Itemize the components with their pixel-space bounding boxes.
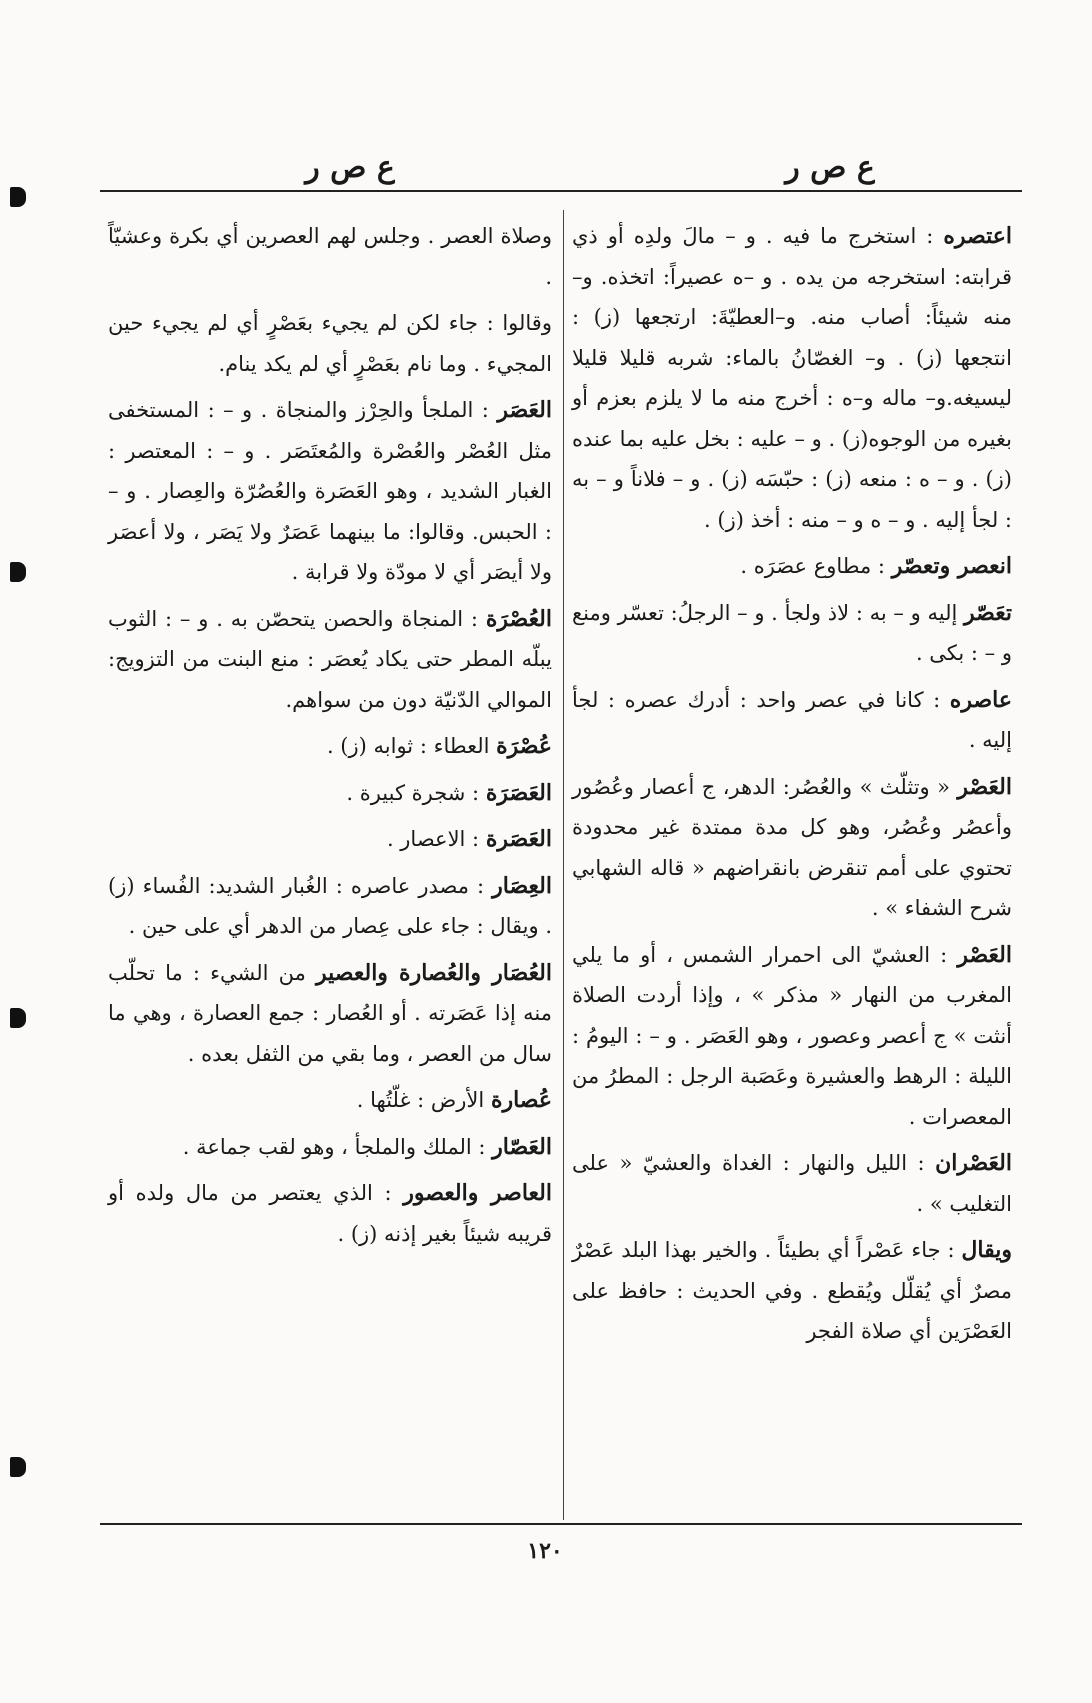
- column-divider: [563, 210, 564, 1520]
- dictionary-entry: [108, 216, 552, 297]
- headword: العَصَرَة: [485, 779, 552, 806]
- margin-thumb-mark: [10, 187, 26, 207]
- headword: عُصارة: [490, 1087, 552, 1113]
- dictionary-entry: [572, 680, 1012, 761]
- headword: العُصْرَة: [485, 605, 552, 632]
- definition: : مصدر عاصره : الغُبار الشديد: الفُساء (ز) . ويقال : جاء على عِصار من الدهر أي على حين .: [108, 873, 552, 938]
- right-column: [572, 216, 1012, 1358]
- dictionary-entry: [108, 390, 552, 593]
- dictionary-entry: [108, 773, 552, 814]
- headword: العَصْر: [957, 773, 1012, 800]
- headword: ويقال: [961, 1237, 1012, 1263]
- left-column: [108, 216, 552, 1260]
- definition: وقالوا : جاء لكن لم يجيء بعَصْرٍ أي لم يجيء حين المجيء . وما نام بعَصْرٍ أي لم يكد ينام.: [108, 311, 552, 376]
- headword: عاصره: [949, 686, 1012, 713]
- dictionary-entry: [108, 726, 552, 767]
- dictionary-entry: [572, 593, 1012, 674]
- headword: العُصَار والعُصارة والعصير: [316, 959, 552, 986]
- margin-thumb-mark: [10, 562, 26, 582]
- definition: : استخرج ما فيه . و – مالَ ولدِه أو ذي قرابته: استخرجه من يده . و –ه عصيراً: اتخذه. و–منه شيئاً: أصاب منه. و–العطيّةَ: ارتجعها (ز) : انتجعها (ز) . و– الغصّانُ بالماء: شربه قليلا قليلا ليسيغه.و– ماله و–ه : أخرج منه ما لا يلزم بعزم أو بغيره من الوجوه(ز) . و – عليه : بخل عليه بما عنده (ز) . و – ه : منعه (ز) : حبّسَه (ز) . و – فلاناً و – به : لجأ إليه . و – ه و – منه : أخذ (ز) .: [572, 224, 1012, 532]
- headword: العَصَر: [497, 397, 552, 423]
- dictionary-entry: [108, 599, 552, 721]
- headword: تعَصّر: [964, 599, 1012, 626]
- headword: العِصَار: [492, 872, 552, 899]
- definition: : الملك والملجأ ، وهو لقب جماعة .: [182, 1134, 486, 1159]
- page-number: ١٢٠: [527, 1538, 563, 1564]
- running-head-right: ع ص ر: [785, 150, 875, 185]
- definition: وصلاة العصر . وجلس لهم العصرين أي بكرة وعشيّاً .: [108, 224, 552, 289]
- dictionary-entry: [108, 953, 552, 1075]
- headword: العاصر والعصور: [403, 1180, 552, 1206]
- headword: عُصْرَة: [496, 733, 552, 759]
- headword: العَصَرة: [485, 826, 552, 852]
- headword: العَصّار: [492, 1133, 552, 1160]
- dictionary-entry: [108, 1080, 552, 1121]
- definition: : المنجاة والحصن يتحصّن به . و – : الثوب يبلّه المطر حتى يكاد يُعصَر : منع البنت من التزويج: الموالي الدّنيّة دون من سواهم.: [108, 606, 552, 712]
- definition: : الملجأ والحِرْز والمنجاة . و – : المستخفى مثل العُصْر والعُصْرة والمُعتَصَر . و – : المعتصر : الغبار الشديد ، وهو العَصَرة والعُصُرّة والعِصار . و – : الحبس. وقالوا: ما بينهما عَصَرٌ ولا يَصَر ، ولا أعصَر ولا أيصَر أي لا مودّة ولا قرابة .: [108, 398, 552, 584]
- definition: إليه و – به : لاذ ولجأ . و – الرجلُ: تعسّر ومنع و – : بكى .: [572, 600, 1012, 665]
- definition: : العشيّ الى احمرار الشمس ، أو ما يلي المغرب من النهار « مذكر » ، وإذا أردت الصلاة أنثت » ج أعصر وعصور ، وهو العَصَر . و – : اليومُ : الليلة : الرهط والعشيرة وعَصَبة الرجل : المطرُ من المعصرات .: [572, 942, 1012, 1129]
- running-head-left: ع ص ر: [305, 150, 395, 185]
- dictionary-entry: [108, 303, 552, 384]
- top-rule: [100, 190, 1022, 192]
- dictionary-entry: [108, 819, 552, 860]
- dictionary-entry: [572, 216, 1012, 540]
- definition: : الاعصار .: [386, 827, 480, 851]
- definition: الأرض : غلّتُها .: [356, 1088, 485, 1112]
- definition: : جاء عَصْراً أي بطيئاً . والخير بهذا البلد عَصْرٌ مصرٌ أي يُقلّل ويُقطع . وفي الحديث : حافظ على العَصْرَين أي صلاة الفجر: [572, 1238, 1012, 1343]
- margin-thumb-mark: [10, 1457, 26, 1477]
- definition: : الذي يعتصر من مال ولده أو قريبه شيئاً بغير إذنه (ز) .: [108, 1181, 552, 1246]
- dictionary-entry: [572, 1143, 1012, 1224]
- definition: من الشيء : ما تحلّب منه إذا عَصَرته . أو العُصار : جمع العصارة ، وهي ما سال من العصر ، وما بقي من الثفل بعده .: [108, 960, 552, 1066]
- dictionary-entry: [572, 935, 1012, 1138]
- margin-thumb-mark: [10, 1008, 26, 1028]
- headword: اعتصره: [943, 223, 1012, 249]
- definition: « وتثلّث » والعُصُر: الدهر، ج أعصار وعُصُور وأعصُر وعُصُر، وهو كل مدة ممتدة غير محدودة تحتوي على أمم تنقرض بانقراضهم « قاله الشهابي شرح الشفاء » .: [572, 774, 1012, 920]
- definition: : شجرة كبيرة .: [346, 780, 480, 805]
- dictionary-entry: [572, 546, 1012, 587]
- definition: العطاء : ثوابه (ز) .: [326, 734, 490, 758]
- dictionary-entry: [108, 1173, 552, 1254]
- dictionary-entry: [108, 1127, 552, 1168]
- bottom-rule: [100, 1523, 1022, 1525]
- headword: العَصْر: [957, 941, 1012, 968]
- headword: انعصر وتعصّر: [891, 553, 1012, 579]
- dictionary-entry: [572, 1230, 1012, 1352]
- definition: : الليل والنهار : الغداة والعشيّ « على التغليب » .: [572, 1151, 1012, 1216]
- definition: : كانا في عصر واحد : أدرك عصره : لجأ إليه .: [572, 687, 1012, 752]
- dictionary-entry: [572, 767, 1012, 929]
- headword: العَصْران: [935, 1150, 1012, 1176]
- definition: : مطاوع عصَرَه .: [740, 554, 885, 578]
- dictionary-entry: [108, 866, 552, 947]
